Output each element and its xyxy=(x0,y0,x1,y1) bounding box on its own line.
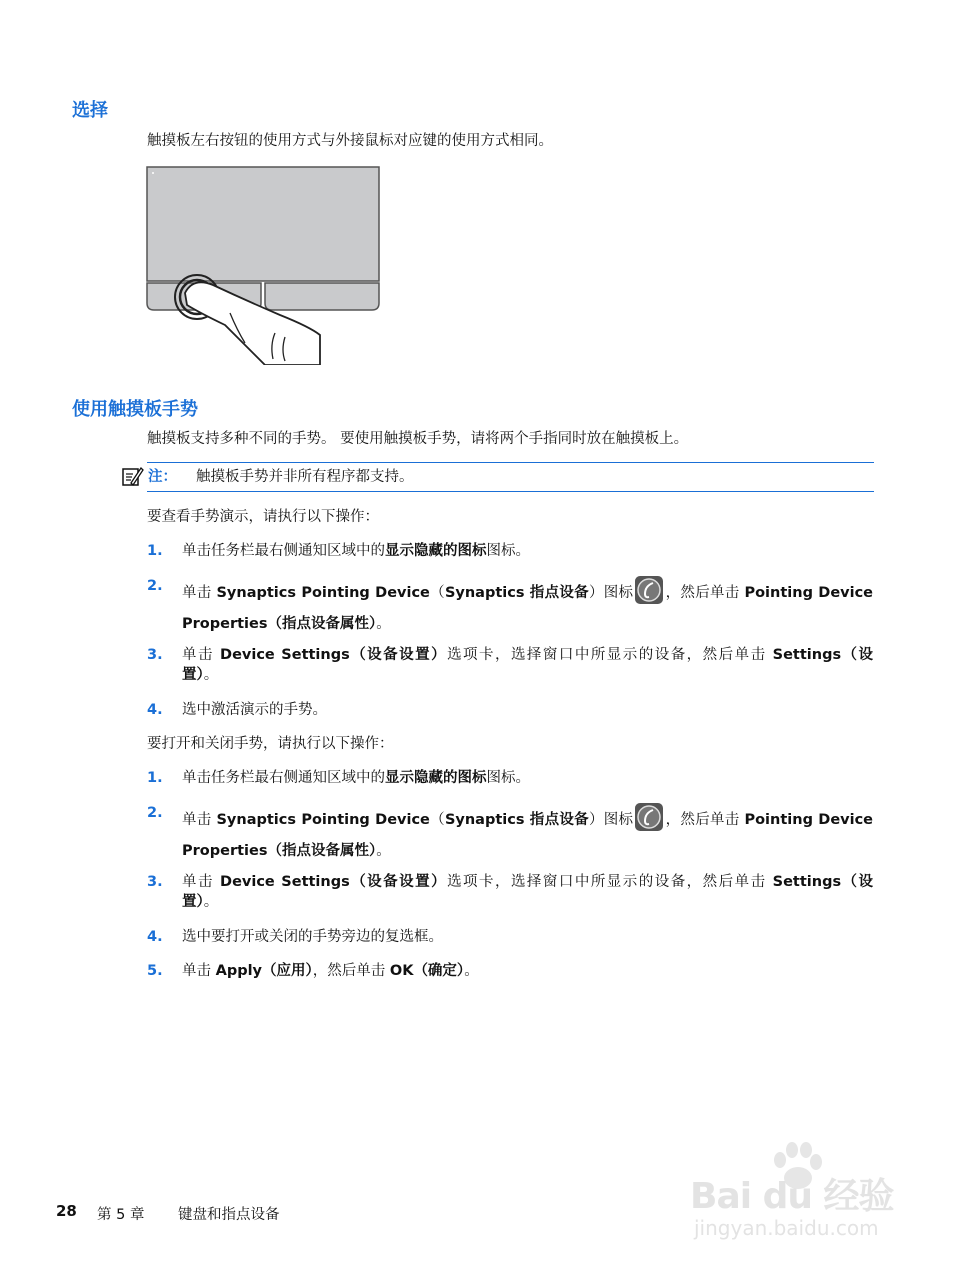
step-text: 。 xyxy=(203,667,219,683)
step-text: 。 xyxy=(203,894,219,910)
step-text: 单击任务栏最右侧通知区域中的 xyxy=(182,543,385,559)
step-number: 3. xyxy=(147,874,163,890)
step-text: 单击 xyxy=(182,874,214,890)
step-bold-text: Device Settings（设备设置） xyxy=(220,874,448,890)
step-bold-text: Synaptics 指点设备 xyxy=(444,812,589,828)
select-paragraph: 触摸板左右按钮的使用方式与外接鼠标对应键的使用方式相同。 xyxy=(147,133,553,149)
step-bold-text: Synaptics 指点设备 xyxy=(444,585,589,601)
step-text: 。 xyxy=(464,963,479,979)
synaptics-icon xyxy=(635,803,663,831)
toggle-intro: 要打开和关闭手势，请执行以下操作： xyxy=(147,736,394,752)
step-text: 图标。 xyxy=(486,770,530,786)
step-bold-text: 置） xyxy=(182,667,204,683)
note-icon xyxy=(121,464,145,488)
step-text: ）图标 xyxy=(588,812,634,828)
step-text: 选项卡，选择窗口中所显示的设备，然后单击 xyxy=(447,874,767,890)
footer-chapter-title: 键盘和指点设备 xyxy=(178,1207,280,1223)
touchpad-illustration xyxy=(145,165,381,365)
step-bold-text: 显示隐藏的图标 xyxy=(385,770,487,786)
step-text: （ xyxy=(429,812,445,828)
section-title-gestures: 使用触摸板手势 xyxy=(72,399,198,420)
step-bold-text: Settings（设 xyxy=(772,874,874,890)
step-text: 单击 xyxy=(182,585,212,601)
step-number: 3. xyxy=(147,647,163,663)
step-bold-text: 置） xyxy=(182,894,204,910)
step-text: ，然后单击 xyxy=(665,585,740,601)
step-bold-text: Apply（应用） xyxy=(215,963,313,979)
step-line xyxy=(182,645,873,665)
step-line xyxy=(182,582,873,604)
step-bold-text: Synaptics Pointing Device xyxy=(216,812,430,828)
step-line xyxy=(182,809,873,831)
note-top-rule xyxy=(147,462,874,463)
section-title-select: 选择 xyxy=(72,100,108,121)
step-bold-text: Pointing Device xyxy=(744,812,874,828)
step-bold-text: Properties（指点设备属性） xyxy=(182,616,377,632)
note-bottom-rule xyxy=(147,491,874,492)
footer-chapter: 第 5 章 xyxy=(97,1207,145,1223)
step-text: ，然后单击 xyxy=(312,963,386,979)
step-number: 1. xyxy=(147,543,163,559)
step-bold-text: OK（确定） xyxy=(389,963,465,979)
step-number: 5. xyxy=(147,963,163,979)
toggle-step-2 xyxy=(147,803,873,859)
step-text: 选中要打开或关闭的手势旁边的复选框。 xyxy=(182,929,443,945)
watermark-url: jingyan.baidu.com xyxy=(694,1216,879,1240)
step-bold-text: 显示隐藏的图标 xyxy=(385,543,487,559)
step-text: 单击 xyxy=(182,812,212,828)
step-text: （ xyxy=(429,585,445,601)
step-bold-text: Synaptics Pointing Device xyxy=(216,585,430,601)
step-text: ）图标 xyxy=(588,585,634,601)
step-text: 。 xyxy=(376,616,391,632)
step-text: 。 xyxy=(376,843,391,859)
note-text: 触摸板手势并非所有程序都支持。 xyxy=(196,469,414,485)
step-number: 4. xyxy=(147,929,163,945)
step-bold-text: Properties（指点设备属性） xyxy=(182,843,377,859)
step-bold-text: Settings（设 xyxy=(772,647,874,663)
step-text: 单击任务栏最右侧通知区域中的 xyxy=(182,770,385,786)
demo-intro: 要查看手势演示，请执行以下操作： xyxy=(147,509,379,525)
step-number: 4. xyxy=(147,702,163,718)
step-text: 选项卡，选择窗口中所显示的设备，然后单击 xyxy=(447,647,767,663)
step-bold-text: Pointing Device xyxy=(744,585,874,601)
synaptics-icon xyxy=(635,576,663,604)
step-line xyxy=(182,872,873,892)
step-text: 单击 xyxy=(182,647,214,663)
step-number: 1. xyxy=(147,770,163,786)
step-text: 单击 xyxy=(182,963,211,979)
step-number: 2. xyxy=(147,578,163,594)
note-label: 注： xyxy=(148,469,177,485)
gestures-paragraph: 触摸板支持多种不同的手势。 要使用触摸板手势，请将两个手指同时放在触摸板上。 xyxy=(147,431,689,447)
page-number: 28 xyxy=(56,1202,77,1220)
watermark-logo xyxy=(690,1140,940,1250)
step-text: ，然后单击 xyxy=(665,812,740,828)
step-text: 图标。 xyxy=(486,543,530,559)
step-number: 2. xyxy=(147,805,163,821)
step-bold-text: Device Settings（设备设置） xyxy=(220,647,448,663)
demo-step-2 xyxy=(147,576,873,632)
step-text: 选中激活演示的手势。 xyxy=(182,702,327,718)
watermark-brand: Bai du 经验 xyxy=(690,1176,894,1217)
